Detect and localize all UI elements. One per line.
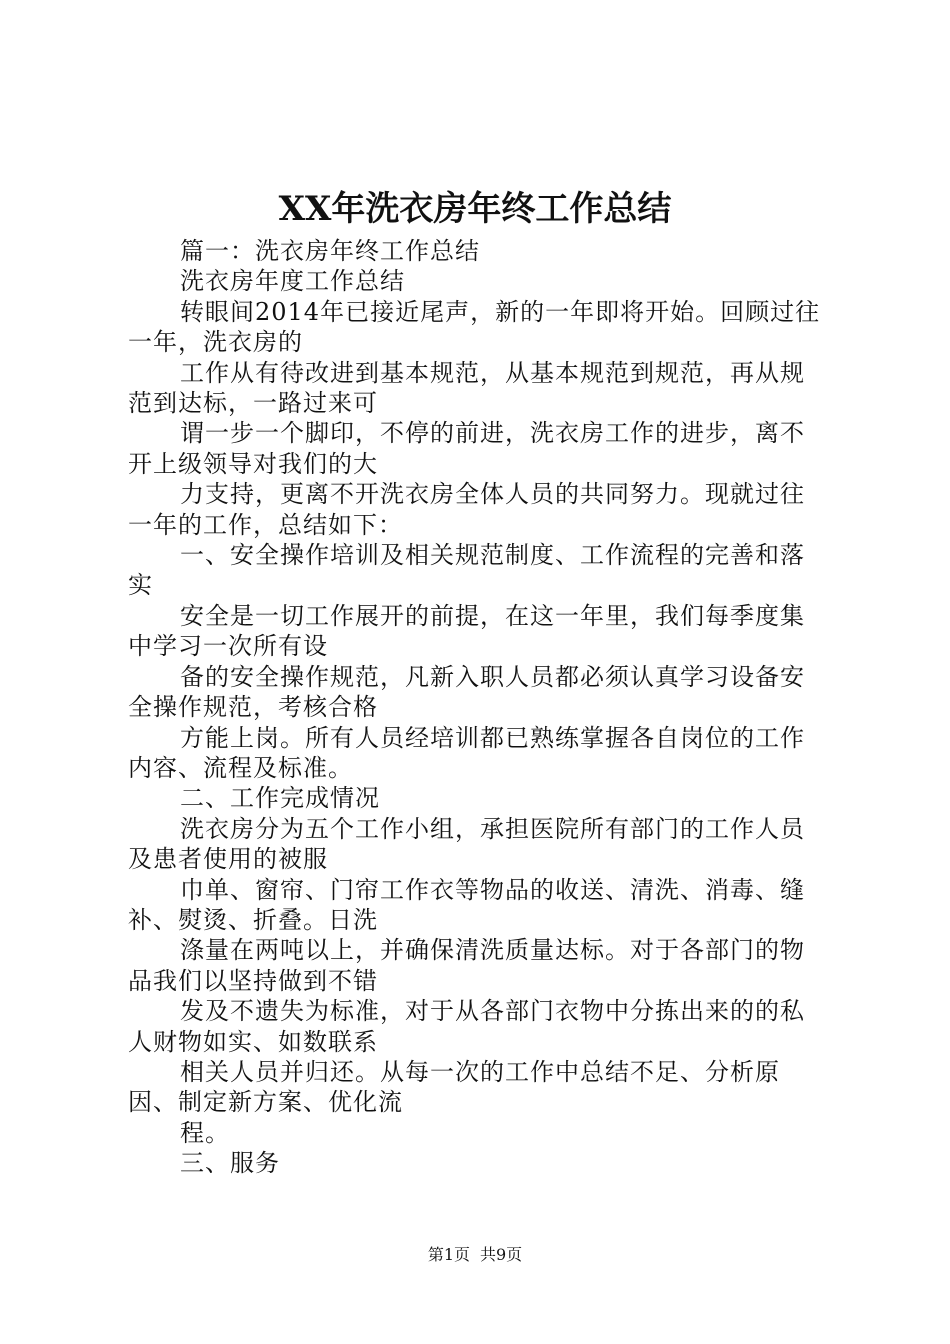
document-body bbox=[128, 236, 828, 1179]
page-total: 共9页 bbox=[480, 1245, 523, 1264]
document-title: XX年洗衣房年终工作总结 bbox=[278, 189, 672, 229]
paragraph: 转眼间2014年已接近尾声，新的一年即将开始。回顾过往一年，洗衣房的 bbox=[128, 297, 821, 357]
paragraph: 洗衣房分为五个工作小组，承担医院所有部门的工作人员及患者使用的被服 bbox=[128, 814, 805, 874]
paragraph: 洗衣房年度工作总结 bbox=[180, 267, 405, 296]
paragraph: 发及不遗失为标准，对于从各部门衣物中分拣出来的的私人财物如实、如数联系 bbox=[128, 997, 805, 1056]
page-number: 第1页 bbox=[427, 1245, 470, 1264]
section-heading: 二、工作完成情况 bbox=[180, 784, 380, 813]
paragraph: 谓一步一个脚印，不停的前进，洗衣房工作的进步，离不开上级领导对我们的大 bbox=[128, 419, 805, 478]
section-heading: 一、安全操作培训及相关规范制度、工作流程的完善和落实 bbox=[128, 541, 805, 600]
paragraph: 工作从有待改进到基本规范，从基本规范到规范，再从规范到达标，一路过来可 bbox=[128, 358, 805, 418]
paragraph: 方能上岗。所有人员经培训都已熟练掌握各自岗位的工作内容、流程及标准。 bbox=[128, 723, 805, 782]
paragraph: 巾单、窗帘、门帘工作衣等物品的收送、清洗、消毒、缝补、熨烫、折叠。日洗 bbox=[128, 875, 805, 934]
paragraph: 篇一：洗衣房年终工作总结 bbox=[180, 237, 480, 265]
paragraph: 程。 bbox=[180, 1118, 230, 1147]
paragraph: 涤量在两吨以上，并确保清洗质量达标。对于各部门的物品我们以坚持做到不错 bbox=[128, 936, 805, 995]
paragraph: 力支持，更离不开洗衣房全体人员的共同努力。现就过往一年的工作，总结如下： bbox=[128, 480, 805, 539]
paragraph: 安全是一切工作展开的前提，在这一年里，我们每季度集中学习一次所有设 bbox=[128, 601, 805, 661]
section-heading: 三、服务 bbox=[180, 1149, 280, 1178]
paragraph: 备的安全操作规范，凡新入职人员都必须认真学习设备安全操作规范，考核合格 bbox=[128, 662, 805, 722]
paragraph: 相关人员并归还。从每一次的工作中总结不足、分析原因、制定新方案、优化流 bbox=[128, 1057, 780, 1117]
page-footer bbox=[0, 1244, 950, 1266]
